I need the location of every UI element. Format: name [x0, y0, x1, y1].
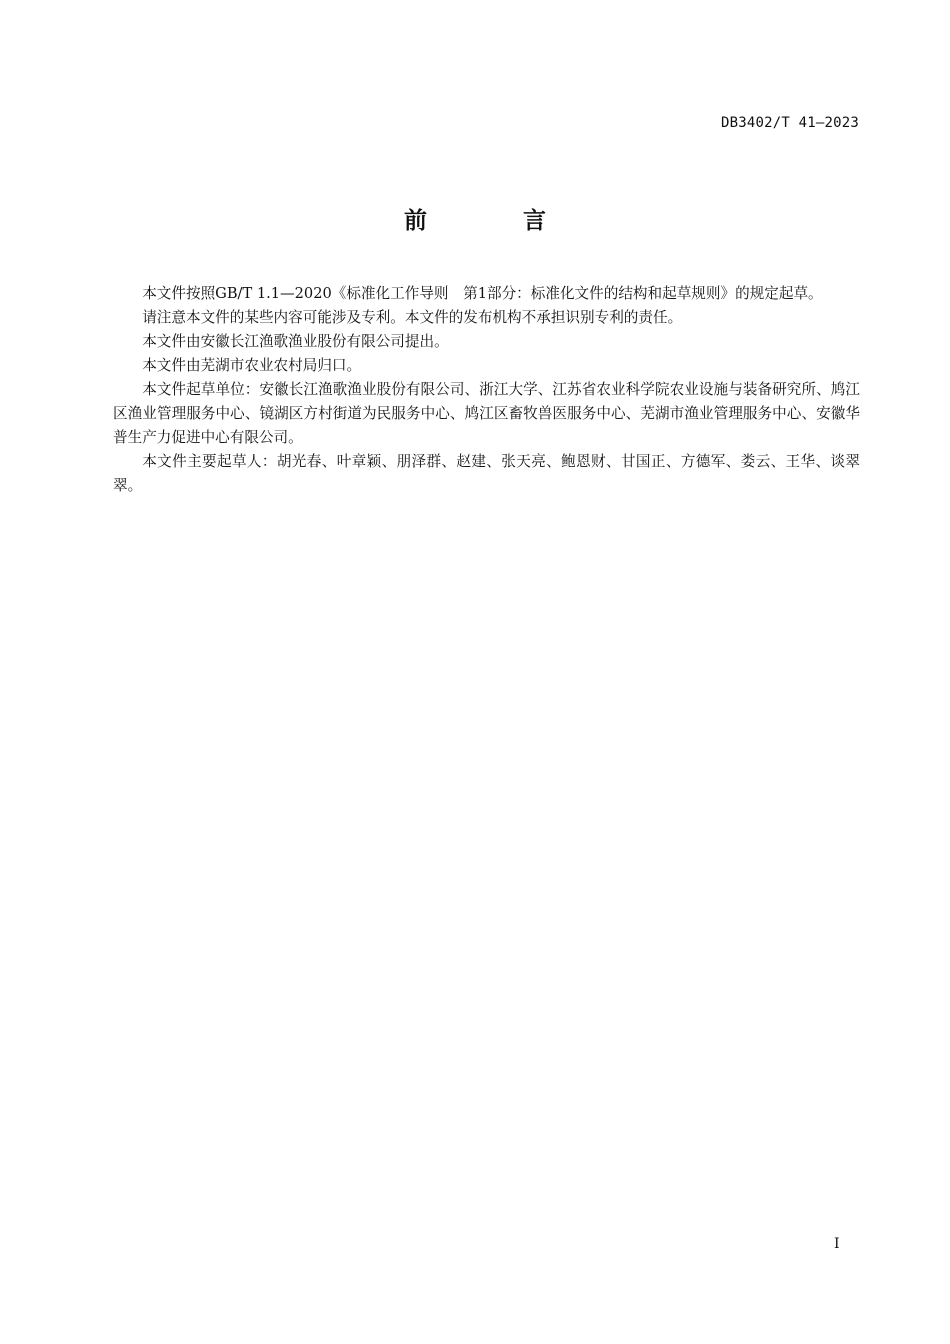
page-number: I	[834, 1236, 840, 1252]
paragraph-drafters: 本文件主要起草人：胡光春、叶章颖、朋泽群、赵建、张天亮、鲍恩财、甘国正、方德军、娄云、王华、谈翠翠。	[113, 453, 860, 494]
paragraph-patent-notice: 请注意本文件的某些内容可能涉及专利。本文件的发布机构不承担识别专利的责任。	[142, 309, 683, 326]
paragraph-proposer: 本文件由安徽长江渔歌渔业股份有限公司提出。	[142, 333, 449, 350]
paragraph-centralized-management: 本文件由芜湖市农业农村局归口。	[142, 357, 362, 374]
paragraph-drafting-rules: 本文件按照GB/T 1.1—2020《标准化工作导则 第1部分：标准化文件的结构和起草规则》的规定起草。	[142, 285, 823, 302]
foreword-body	[113, 282, 860, 498]
paragraph-drafting-units: 本文件起草单位：安徽长江渔歌渔业股份有限公司、浙江大学、江苏省农业科学院农业设施与装备研究所、鸠江区渔业管理服务中心、镜湖区方村街道为民服务中心、鸠江区畜牧兽医服务中心、芜湖市渔业管理服务中心、安徽华普生产力促进中心有限公司。	[113, 381, 860, 446]
document-code: DB3402/T 41—2023	[720, 115, 859, 131]
page-title: 前 言	[403, 208, 590, 234]
